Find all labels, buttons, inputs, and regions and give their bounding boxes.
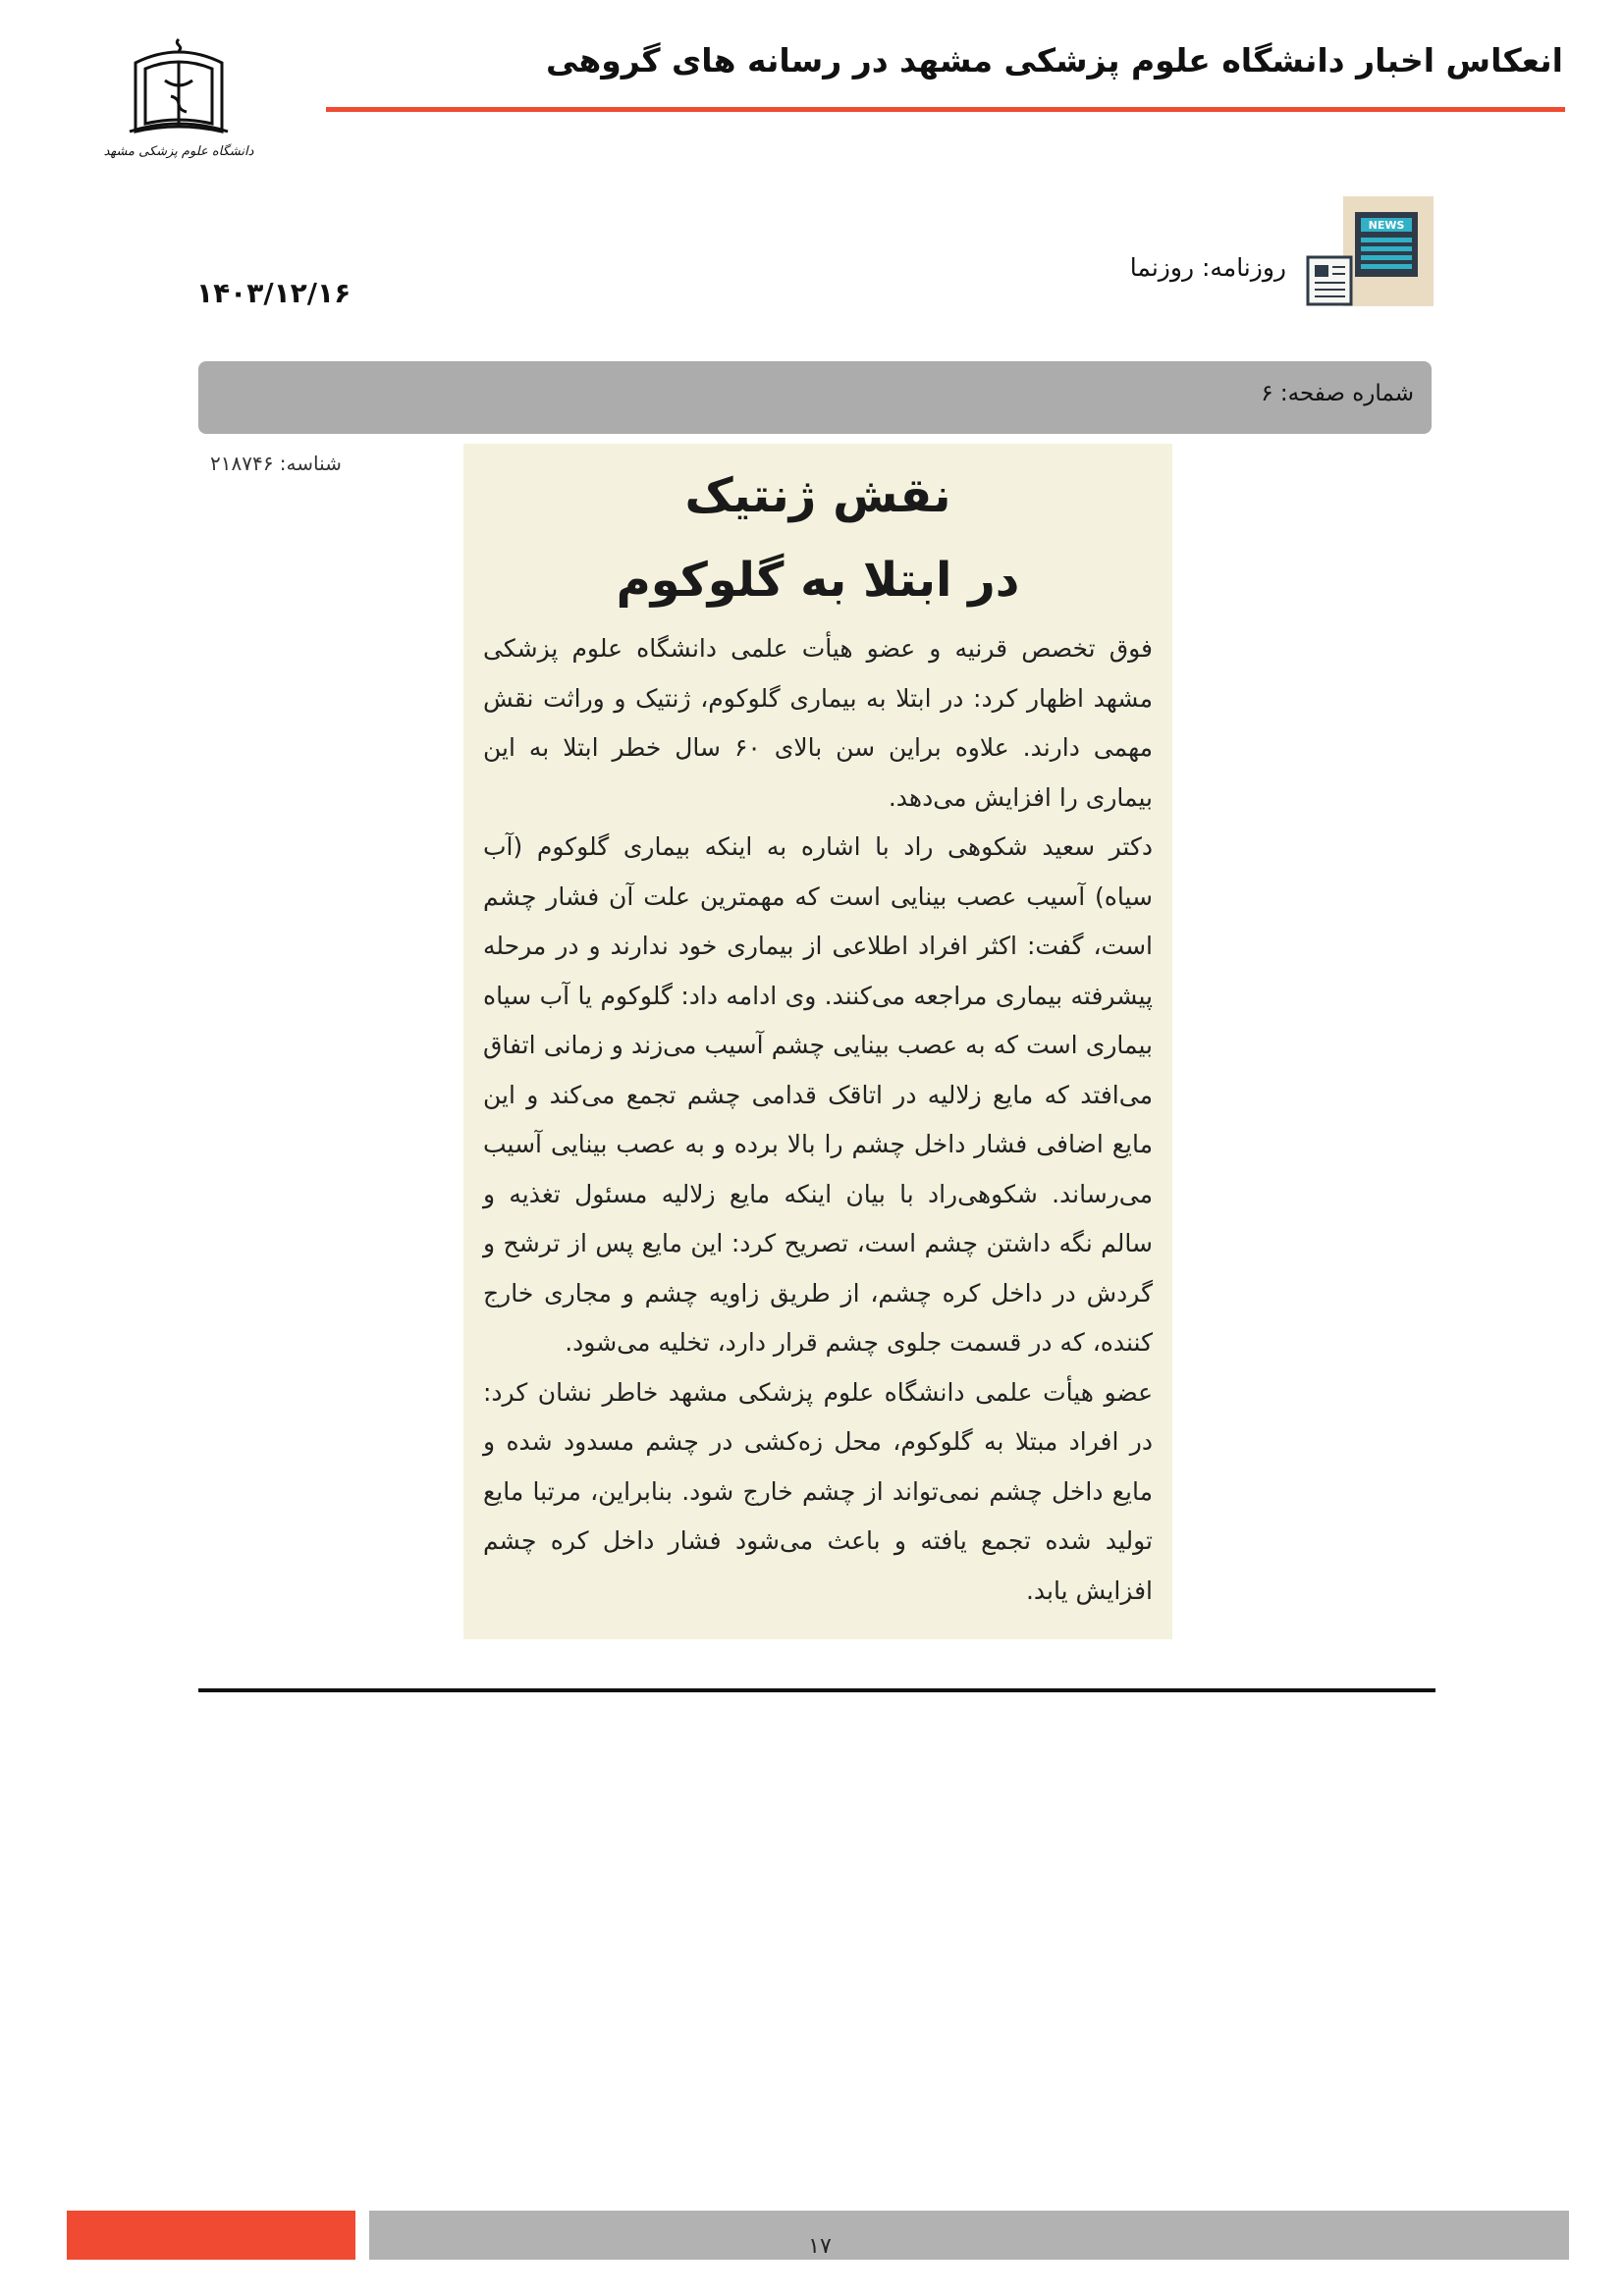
svg-text:دانشگاه علوم پزشکی مشهد: دانشگاه علوم پزشکی مشهد xyxy=(103,144,254,159)
page-info-bar xyxy=(198,361,1432,434)
article-title-line-2: در ابتلا به گلوکوم xyxy=(616,553,1020,608)
page-number-label: شماره صفحه: ۶ xyxy=(1261,381,1414,406)
article-paragraph: فوق تخصص قرنیه و عضو هیأت علمی دانشگاه علوم پزشکی مشهد اظهار کرد: در ابتلا به بیماری گلوکوم، ژنتیک و وراثت نقش مهمی دارند. علاوه براین سن بالای ۶۰ سال خطر ابتلا به این بیماری را افزایش می‌دهد. xyxy=(483,634,1153,812)
publish-date: ۱۴۰۳/۱۲/۱۶ xyxy=(196,277,352,309)
header-divider xyxy=(326,107,1565,112)
document-id: شناسه: ۲۱۸۷۴۶ xyxy=(210,452,342,475)
footer-accent-bar xyxy=(67,2211,355,2260)
newspaper-icon xyxy=(1306,196,1434,306)
footer-page-number: ۱۷ xyxy=(808,2234,832,2259)
svg-text:NEWS: NEWS xyxy=(1368,219,1405,232)
article-clipping xyxy=(463,444,1172,1639)
document-title: انعکاس اخبار دانشگاه علوم پزشکی مشهد در رسانه های گروهی xyxy=(546,41,1563,80)
article-paragraph: عضو هیأت علمی دانشگاه علوم پزشکی مشهد خاطر نشان کرد: در افراد مبتلا به گلوکوم، محل زه‌کشی در چشم مسدود شده و مایع داخل چشم نمی‌تواند از چشم خارج شود. بنابراین، مرتبا مایع تولید شده تجمع یافته و باعث می‌شود فشار داخل کره چشم افزایش یابد. xyxy=(483,1377,1153,1605)
article-title-line-1: نقش ژنتیک xyxy=(684,468,951,523)
article-title xyxy=(463,454,1172,622)
article-paragraph: دکتر سعید شکوهی راد با اشاره به اینکه بیماری گلوکوم (آب سیاه) آسیب عصب بینایی است که مهمترین علت آن فشار چشم است، گفت: اکثر افراد اطلاعی از بیماری خود ندارند و در مرحله پیشرفته بیماری مراجعه می‌کنند. وی ادامه داد: گلوکوم یا آب سیاه بیماری است که به عصب بینایی چشم آسیب می‌زند و زمانی اتفاق می‌افتد که مایع زلالیه در اتاقک قدامی چشم تجمع می‌کند و این مایع اضافی فشار داخل چشم را بالا برده و به عصب بینایی آسیب می‌رساند. شکوهی‌راد با بیان اینکه مایع زلالیه مسئول تغذیه و سالم نگه داشتن چشم است، تصریح کرد: این مایع پس از ترشح و گردش در داخل کره چشم، از طریق زاویه چشم و مجاری خارج کننده، که در قسمت جلوی چشم قرار دارد، تخلیه می‌شود. xyxy=(483,832,1153,1357)
article-body xyxy=(483,624,1153,1616)
newspaper-name: روزنامه: روزنما xyxy=(1129,253,1286,282)
content-divider xyxy=(198,1688,1435,1692)
university-logo xyxy=(103,33,254,163)
footer-bar xyxy=(369,2211,1569,2260)
